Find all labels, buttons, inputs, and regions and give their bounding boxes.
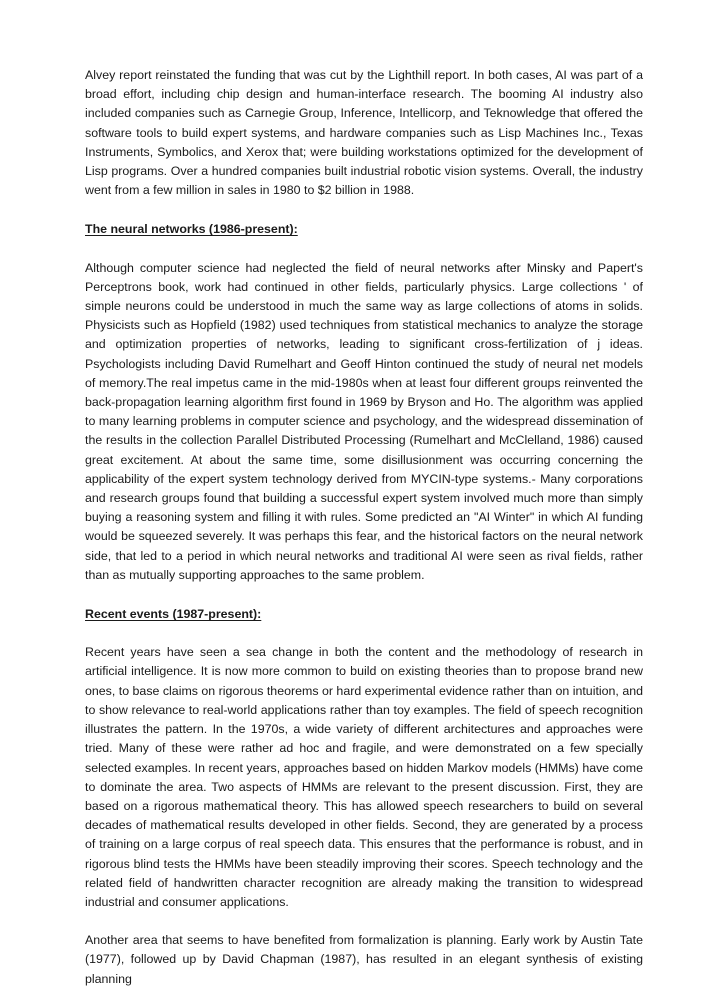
heading-neural-networks: The neural networks (1986-present):	[85, 222, 298, 237]
paragraph-recent-events: Recent years have seen a sea change in both the content and the methodology of research in artificial intelligence. It is now more common to build on existing theories than to propose brand new ones, to base claims on rigorous theorems or hard experimental evidence rather than on intuition, and to show relevance to real-world applications rather than toy examples. The field of speech recognition illustrates the pattern. In the 1970s, a wide variety of different architectures and approaches were tried. Many of these were rather ad hoc and fragile, and were demonstrated on a few specially selected examples. In recent years, approaches based on hidden Markov models (HMMs) have come to dominate the area. Two aspects of HMMs are relevant to the present discussion. First, they are based on a rigorous mathematical theory. This has allowed speech researchers to build on several decades of mathematical results developed in other fields. Second, they are generated by a process of training on a large corpus of real speech data. This ensures that the performance is robust, and in rigorous blind tests the HMMs have been steadily improving their scores. Speech technology and the related field of handwritten character recognition are already making the transition to widespread industrial and consumer applications.	[85, 645, 643, 909]
paragraph-alvey-report: Alvey report reinstated the funding that was cut by the Lighthill report. In both cases, AI was part of a broad effort, including chip design and human-interface research. The booming AI industry also included companies such as Carnegie Group, Inference, Intellicorp, and Teknowledge that offered the software tools to build expert systems, and hardware companies such as Lisp Machines Inc., Texas Instruments, Symbolics, and Xerox that; were building workstations optimized for the development of Lisp programs. Over a hundred companies built industrial robotic vision systems. Overall, the industry went from a few million in sales in 1980 to $2 billion in 1988.	[85, 68, 643, 198]
paragraph-planning: Another area that seems to have benefited from formalization is planning. Early work by Austin Tate (1977), followed up by David Chapman (1987), has resulted in an elegant synthesis of existing planning	[85, 933, 643, 986]
paragraph-neural-networks: Although computer science had neglected the field of neural networks after Minsky and Papert's Perceptrons book, work had continued in other fields, particularly physics. Large collections ' of simple neurons could be understood in much the same way as large collections of atoms in solids. Physicists such as Hopfield (1982) used techniques from statistical mechanics to analyze the storage and optimization properties of networks, leading to significant cross-fertilization of j ideas. Psychologists including David Rumelhart and Geoff Hinton continued the study of neural net models of memory.The real impetus came in the mid-1980s when at least four different groups reinvented the back-propagation learning algorithm first found in 1969 by Bryson and Ho. The algorithm was applied to many learning problems in computer science and psychology, and the widespread dissemination of the results in the collection Parallel Distributed Processing (Rumelhart and McClelland, 1986) caused great excitement. At about the same time, some disillusionment was occurring concerning the applicability of the expert system technology derived from MYCIN-type systems.- Many corporations and research groups found that building a successful expert system involved much more than simply buying a reasoning system and filling it with rules. Some predicted an "AI Winter" in which AI funding would be squeezed severely. It was perhaps this fear, and the historical factors on the neural network side, that led to a period in which neural networks and traditional AI were seen as rival fields, rather than as mutually supporting approaches to the same problem.	[85, 260, 643, 582]
document-page	[85, 66, 643, 989]
heading-recent-events: Recent events (1987-present):	[85, 607, 262, 622]
